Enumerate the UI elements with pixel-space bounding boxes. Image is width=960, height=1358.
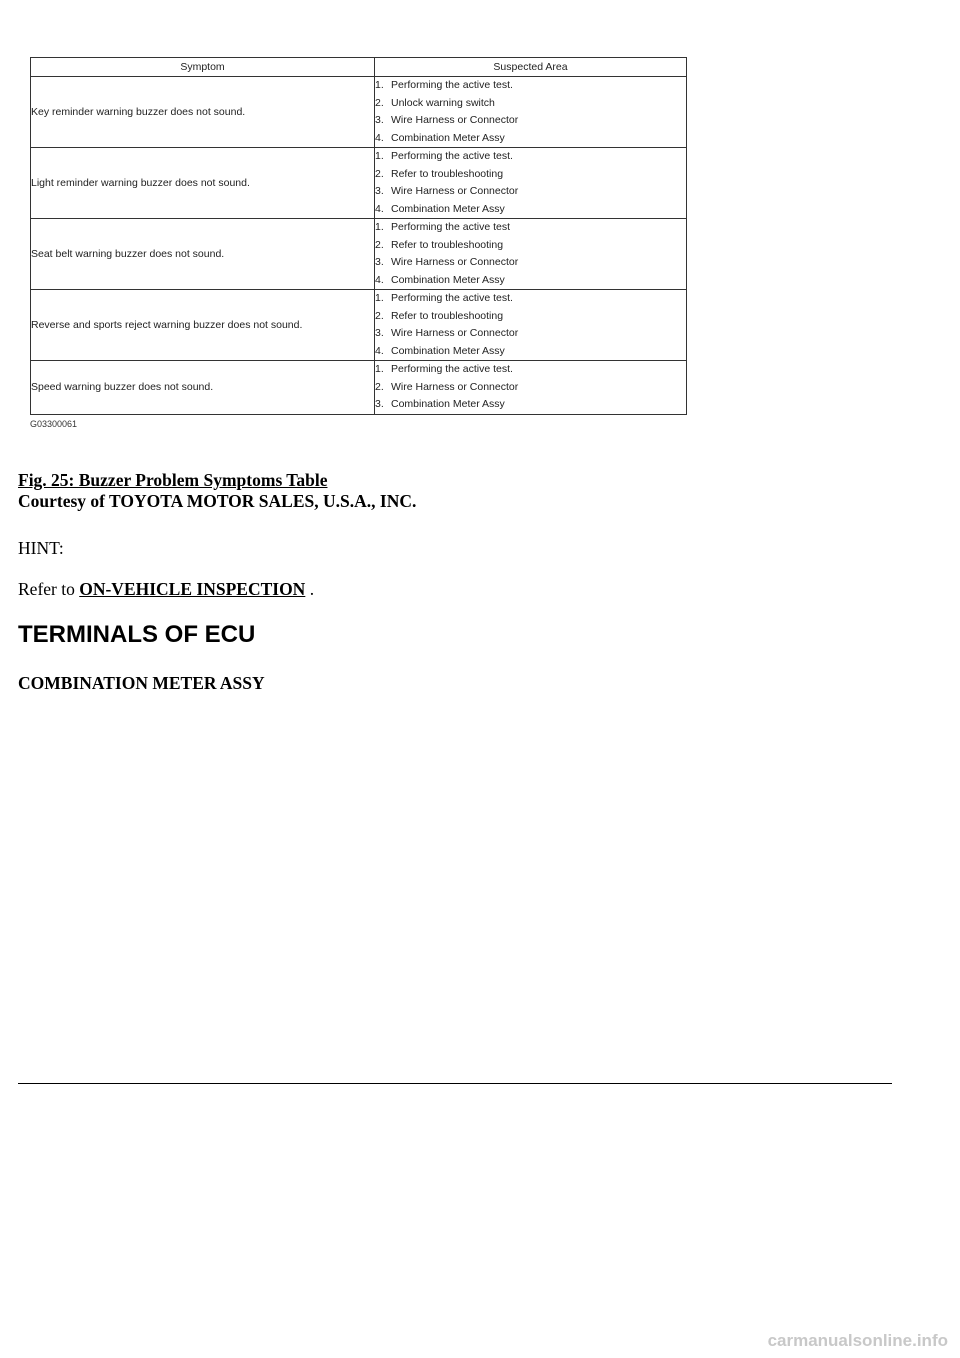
item-text: Refer to troubleshooting (391, 238, 504, 251)
list-item (375, 166, 686, 184)
symptom-cell: Light reminder warning buzzer does not sound. (31, 148, 375, 219)
figure-code: G03300061 (30, 418, 78, 429)
item-number: 4. (375, 344, 384, 357)
item-text: Combination Meter Assy (391, 344, 505, 357)
item-number: 4. (375, 202, 384, 215)
item-text: Wire Harness or Connector (391, 327, 519, 339)
list-item (375, 237, 686, 255)
hint-label: HINT: (18, 538, 64, 558)
item-number: 4. (375, 131, 384, 144)
item-text: Performing the active test. (391, 292, 513, 304)
subheading: COMBINATION METER ASSY (18, 673, 265, 693)
suspected-area-cell (375, 148, 687, 219)
list-item (375, 290, 686, 308)
item-number: 3. (375, 256, 384, 268)
table-row (31, 361, 687, 415)
symptoms-figure (30, 57, 687, 429)
list-item (375, 396, 686, 414)
item-text: Combination Meter Assy (391, 398, 505, 410)
item-text: Performing the active test. (391, 363, 513, 375)
list-item (375, 112, 686, 130)
list-item (375, 183, 686, 201)
suspected-area-cell (375, 77, 687, 148)
item-text: Unlock warning switch (391, 96, 495, 109)
table-row (31, 290, 687, 361)
list-item (375, 130, 686, 148)
watermark: carmanualsonline.info (767, 1331, 948, 1350)
item-text: Performing the active test. (391, 79, 513, 91)
page-divider (18, 1083, 892, 1084)
suspected-area-list (375, 361, 686, 414)
list-item (375, 219, 686, 237)
item-number: 1. (375, 79, 384, 91)
figure-courtesy: Courtesy of TOYOTA MOTOR SALES, U.S.A., INC. (18, 491, 417, 511)
item-text: Performing the active test. (391, 150, 513, 162)
table-row (31, 219, 687, 290)
table-row (31, 77, 687, 148)
symptom-cell: Key reminder warning buzzer does not sound. (31, 77, 375, 148)
refer-line (18, 579, 314, 600)
item-text: Wire Harness or Connector (391, 114, 519, 126)
list-item (375, 379, 686, 397)
item-number: 1. (375, 292, 384, 304)
list-item (375, 148, 686, 166)
suspected-area-cell (375, 219, 687, 290)
refer-suffix: . (305, 579, 315, 599)
item-text: Wire Harness or Connector (391, 185, 519, 197)
suspected-area-cell (375, 290, 687, 361)
symptom-cell: Reverse and sports reject warning buzzer does not sound. (31, 290, 375, 361)
list-item (375, 272, 686, 290)
symptom-cell: Seat belt warning buzzer does not sound. (31, 219, 375, 290)
item-number: 3. (375, 185, 384, 197)
item-number: 3. (375, 398, 384, 410)
suspected-area-list (375, 290, 686, 360)
item-text: Combination Meter Assy (391, 202, 505, 215)
item-number: 2. (375, 167, 384, 180)
item-number: 3. (375, 327, 384, 339)
list-item (375, 308, 686, 326)
item-number: 2. (375, 96, 384, 109)
header-symptom: Symptom (31, 58, 375, 77)
list-item (375, 201, 686, 219)
list-item (375, 361, 686, 379)
item-text: Performing the active test (391, 221, 511, 233)
list-item (375, 77, 686, 95)
item-text: Refer to troubleshooting (391, 309, 504, 322)
table-row (31, 148, 687, 219)
item-number: 2. (375, 309, 384, 322)
item-number: 2. (375, 238, 384, 251)
item-number: 1. (375, 363, 384, 375)
table-header-row (31, 58, 687, 77)
list-item (375, 95, 686, 113)
item-text: Refer to troubleshooting (391, 167, 504, 180)
refer-prefix: Refer to (18, 579, 80, 599)
list-item (375, 254, 686, 272)
item-text: Combination Meter Assy (391, 273, 505, 286)
item-number: 1. (375, 150, 384, 162)
suspected-area-cell (375, 361, 687, 415)
item-text: Wire Harness or Connector (391, 380, 519, 393)
figure-title[interactable]: Fig. 25: Buzzer Problem Symptoms Table (18, 470, 328, 490)
symptoms-table (30, 57, 687, 415)
item-number: 3. (375, 114, 384, 126)
item-text: Combination Meter Assy (391, 131, 505, 144)
item-number: 2. (375, 380, 384, 393)
list-item (375, 325, 686, 343)
section-heading: TERMINALS OF ECU (18, 621, 256, 648)
on-vehicle-inspection-link[interactable]: ON-VEHICLE INSPECTION (79, 579, 306, 599)
figure-caption (18, 470, 416, 512)
header-suspected-area: Suspected Area (375, 58, 687, 77)
item-number: 4. (375, 273, 384, 286)
item-text: Wire Harness or Connector (391, 256, 519, 268)
suspected-area-list (375, 219, 686, 289)
suspected-area-list (375, 77, 686, 147)
item-number: 1. (375, 221, 384, 233)
suspected-area-list (375, 148, 686, 218)
list-item (375, 343, 686, 361)
symptom-cell: Speed warning buzzer does not sound. (31, 361, 375, 415)
